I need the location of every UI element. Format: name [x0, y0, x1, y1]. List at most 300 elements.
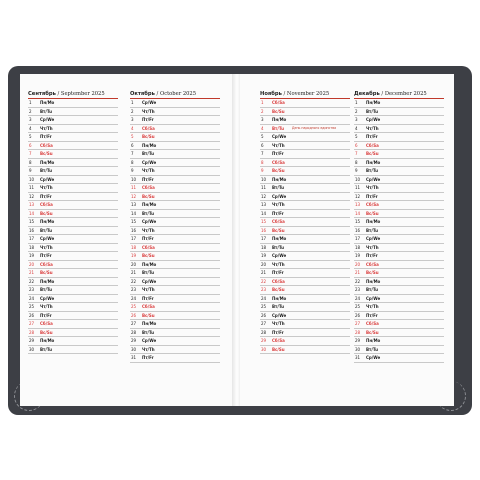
weekday-label: Пн/Mo — [272, 176, 287, 182]
weekday-label: Вс/Su — [40, 210, 53, 216]
day-row — [260, 312, 350, 321]
day-row — [130, 150, 220, 159]
weekday-label: Пт/Fr — [142, 355, 154, 361]
day-number: 1 — [131, 100, 134, 106]
weekday-label: Вс/Su — [142, 134, 155, 140]
day-row — [130, 227, 220, 236]
day-number: 21 — [131, 270, 137, 276]
day-row — [130, 278, 220, 287]
day-row — [260, 133, 350, 142]
day-number: 6 — [131, 142, 134, 148]
day-row — [354, 346, 444, 355]
weekday-label: Вт/Tu — [40, 108, 52, 114]
weekday-label: Вс/Su — [272, 227, 285, 233]
day-number: 4 — [29, 125, 32, 131]
day-number: 22 — [355, 278, 361, 284]
day-row — [28, 295, 118, 304]
day-row — [354, 159, 444, 168]
day-number: 1 — [355, 100, 358, 106]
day-row — [130, 108, 220, 117]
day-row — [28, 125, 118, 134]
day-row — [260, 210, 350, 219]
day-row — [354, 329, 444, 338]
day-row — [28, 235, 118, 244]
day-number: 23 — [355, 287, 361, 293]
day-number: 11 — [261, 185, 267, 191]
day-number: 20 — [131, 261, 137, 267]
day-row — [354, 210, 444, 219]
day-number: 19 — [131, 253, 137, 259]
day-number: 29 — [29, 338, 35, 344]
day-row — [130, 116, 220, 125]
day-row — [130, 159, 220, 168]
day-row — [28, 252, 118, 261]
day-row — [354, 295, 444, 304]
day-number: 4 — [355, 125, 358, 131]
day-number: 23 — [131, 287, 137, 293]
weekday-label: Чт/Th — [272, 202, 285, 208]
weekday-label: Вс/Su — [40, 151, 53, 157]
weekday-label: Вт/Tu — [272, 125, 284, 131]
day-row — [28, 150, 118, 159]
day-number: 2 — [29, 108, 32, 114]
weekday-label: Пт/Fr — [272, 210, 284, 216]
day-row — [260, 329, 350, 338]
day-row — [130, 312, 220, 321]
day-number: 18 — [131, 244, 137, 250]
weekday-label: Чт/Th — [142, 346, 155, 352]
day-number: 9 — [29, 168, 32, 174]
weekday-label: Вс/Su — [272, 287, 285, 293]
day-row — [130, 133, 220, 142]
day-row — [28, 193, 118, 202]
day-number: 7 — [261, 151, 264, 157]
day-row — [130, 346, 220, 355]
weekday-label: Вс/Su — [142, 193, 155, 199]
weekday-label: Ср/We — [366, 176, 381, 182]
day-number: 19 — [29, 253, 35, 259]
day-row — [28, 108, 118, 117]
day-number: 18 — [29, 244, 35, 250]
day-row — [28, 218, 118, 227]
day-number: 10 — [29, 176, 35, 182]
weekday-label: Чт/Th — [142, 227, 155, 233]
day-row — [28, 184, 118, 193]
day-row — [354, 235, 444, 244]
day-row — [260, 193, 350, 202]
day-number: 29 — [261, 338, 267, 344]
weekday-label: Пт/Fr — [40, 134, 52, 140]
weekday-label: Сб/Sa — [366, 142, 379, 148]
weekday-label: Пн/Mo — [40, 338, 55, 344]
day-number: 20 — [29, 261, 35, 267]
day-number: 4 — [261, 125, 264, 131]
day-number: 2 — [261, 108, 264, 114]
month-december — [354, 91, 444, 363]
day-row — [28, 210, 118, 219]
weekday-label: Ср/We — [40, 295, 55, 301]
day-row — [260, 150, 350, 159]
day-number: 21 — [261, 270, 267, 276]
day-row — [260, 320, 350, 329]
day-number: 5 — [261, 134, 264, 140]
month-title: Ноябрь / November 2025 — [260, 91, 350, 99]
weekday-label: Пн/Mo — [40, 159, 55, 165]
weekday-label: Пт/Fr — [40, 253, 52, 259]
day-number: 16 — [261, 227, 267, 233]
day-number: 21 — [29, 270, 35, 276]
weekday-label: Ср/We — [272, 253, 287, 259]
weekday-label: Ср/We — [272, 312, 287, 318]
day-number: 7 — [29, 151, 32, 157]
day-number: 26 — [131, 312, 137, 318]
day-row — [130, 142, 220, 151]
weekday-label: Сб/Sa — [272, 278, 285, 284]
weekday-label: Пн/Mo — [366, 159, 381, 165]
day-number: 14 — [131, 210, 137, 216]
day-row — [28, 303, 118, 312]
month-title: Октябрь / October 2025 — [130, 91, 220, 99]
day-number: 15 — [355, 219, 361, 225]
day-number: 10 — [131, 176, 137, 182]
day-row — [260, 167, 350, 176]
day-row — [260, 295, 350, 304]
weekday-label: Сб/Sa — [366, 202, 379, 208]
day-row — [260, 269, 350, 278]
day-row — [354, 269, 444, 278]
weekday-label: Пн/Mo — [40, 100, 55, 106]
weekday-label: Чт/Th — [366, 185, 379, 191]
day-row — [260, 184, 350, 193]
day-number: 24 — [261, 295, 267, 301]
day-number: 1 — [29, 100, 32, 106]
weekday-label: Пн/Mo — [366, 338, 381, 344]
weekday-label: Сб/Sa — [142, 244, 155, 250]
day-number: 12 — [261, 193, 267, 199]
month-title: Сентябрь / September 2025 — [28, 91, 118, 99]
day-row — [354, 337, 444, 346]
day-number: 13 — [261, 202, 267, 208]
day-row — [260, 337, 350, 346]
day-row — [260, 142, 350, 151]
weekday-label: Пн/Mo — [142, 142, 157, 148]
weekday-label: Сб/Sa — [272, 219, 285, 225]
day-row — [354, 244, 444, 253]
weekday-label: Ср/We — [142, 278, 157, 284]
day-number: 21 — [355, 270, 361, 276]
weekday-label: Сб/Sa — [142, 125, 155, 131]
weekday-label: Чт/Th — [366, 125, 379, 131]
day-row — [354, 108, 444, 117]
day-number: 28 — [261, 329, 267, 335]
weekday-label: Вт/Tu — [366, 168, 378, 174]
day-row — [28, 269, 118, 278]
day-number: 28 — [355, 329, 361, 335]
day-row — [260, 218, 350, 227]
day-number: 14 — [355, 210, 361, 216]
day-number: 3 — [29, 117, 32, 123]
day-number: 8 — [29, 159, 32, 165]
day-row — [260, 261, 350, 270]
day-number: 22 — [261, 278, 267, 284]
day-number: 27 — [29, 321, 35, 327]
day-number: 8 — [261, 159, 264, 165]
day-row — [354, 261, 444, 270]
day-number: 23 — [261, 287, 267, 293]
day-row — [28, 99, 118, 108]
weekday-label: Вт/Tu — [40, 287, 52, 293]
day-number: 31 — [131, 355, 137, 361]
weekday-label: Сб/Sa — [40, 321, 53, 327]
day-number: 12 — [355, 193, 361, 199]
weekday-label: Сб/Sa — [40, 142, 53, 148]
weekday-label: Вт/Tu — [272, 185, 284, 191]
weekday-label: Чт/Th — [366, 244, 379, 250]
weekday-label: Чт/Th — [366, 304, 379, 310]
day-number: 11 — [355, 185, 361, 191]
weekday-label: Сб/Sa — [272, 100, 285, 106]
weekday-label: Вс/Su — [366, 329, 379, 335]
day-row — [28, 346, 118, 355]
weekday-label: Чт/Th — [142, 168, 155, 174]
weekday-label: Ср/We — [366, 295, 381, 301]
weekday-label: Чт/Th — [40, 304, 53, 310]
day-number: 13 — [131, 202, 137, 208]
day-row — [130, 295, 220, 304]
day-row — [354, 303, 444, 312]
day-row — [354, 201, 444, 210]
weekday-label: Чт/Th — [272, 142, 285, 148]
weekday-label: Вт/Tu — [272, 304, 284, 310]
day-row — [28, 159, 118, 168]
day-row — [130, 354, 220, 363]
day-number: 18 — [261, 244, 267, 250]
month-november — [260, 91, 350, 354]
day-number: 24 — [29, 295, 35, 301]
day-row — [28, 320, 118, 329]
day-number: 8 — [131, 159, 134, 165]
day-row — [260, 235, 350, 244]
weekday-label: Вт/Tu — [40, 227, 52, 233]
weekday-label: Чт/Th — [142, 108, 155, 114]
day-number: 12 — [131, 193, 137, 199]
day-row — [130, 218, 220, 227]
day-row — [28, 167, 118, 176]
weekday-label: Вс/Su — [366, 210, 379, 216]
day-number: 17 — [261, 236, 267, 242]
day-row — [260, 99, 350, 108]
day-number: 25 — [355, 304, 361, 310]
day-number: 4 — [131, 125, 134, 131]
day-number: 30 — [355, 346, 361, 352]
weekday-label: Сб/Sa — [272, 159, 285, 165]
day-row — [354, 167, 444, 176]
weekday-label: Чт/Th — [272, 261, 285, 267]
weekday-label: Ср/We — [40, 176, 55, 182]
weekday-label: Вс/Su — [40, 329, 53, 335]
day-number: 14 — [261, 210, 267, 216]
day-number: 11 — [131, 185, 137, 191]
day-row — [354, 252, 444, 261]
day-number: 26 — [261, 312, 267, 318]
weekday-label: Пт/Fr — [366, 253, 378, 259]
day-row — [130, 329, 220, 338]
weekday-label: Вс/Su — [272, 346, 285, 352]
weekday-label: Ср/We — [40, 236, 55, 242]
day-number: 30 — [261, 346, 267, 352]
day-number: 16 — [355, 227, 361, 233]
day-row — [354, 354, 444, 363]
day-row — [130, 167, 220, 176]
weekday-label: Пт/Fr — [272, 329, 284, 335]
day-row — [28, 244, 118, 253]
day-number: 5 — [355, 134, 358, 140]
day-number: 22 — [29, 278, 35, 284]
day-row — [28, 261, 118, 270]
day-number: 14 — [29, 210, 35, 216]
day-row — [28, 116, 118, 125]
weekday-label: Пт/Fr — [142, 295, 154, 301]
weekday-label: Пт/Fr — [142, 236, 154, 242]
day-row — [354, 286, 444, 295]
weekday-label: Ср/We — [142, 159, 157, 165]
day-row — [28, 176, 118, 185]
day-number: 6 — [261, 142, 264, 148]
day-row — [130, 184, 220, 193]
weekday-label: Сб/Sa — [142, 304, 155, 310]
day-row — [130, 244, 220, 253]
day-row — [28, 227, 118, 236]
day-row — [354, 184, 444, 193]
weekday-label: Вт/Tu — [366, 227, 378, 233]
day-row — [260, 116, 350, 125]
day-row — [130, 261, 220, 270]
day-row — [28, 201, 118, 210]
day-row — [130, 269, 220, 278]
day-number: 24 — [355, 295, 361, 301]
weekday-label: Вт/Tu — [366, 346, 378, 352]
day-row — [28, 337, 118, 346]
month-september — [28, 91, 118, 354]
day-row — [28, 133, 118, 142]
day-row — [260, 303, 350, 312]
day-row — [260, 201, 350, 210]
day-row — [354, 125, 444, 134]
month-october — [130, 91, 220, 363]
day-row — [28, 142, 118, 151]
day-row — [130, 125, 220, 134]
weekday-label: Вт/Tu — [40, 168, 52, 174]
day-row — [354, 99, 444, 108]
weekday-label: Ср/We — [272, 134, 287, 140]
weekday-label: Сб/Sa — [366, 321, 379, 327]
weekday-label: Сб/Sa — [142, 185, 155, 191]
day-number: 10 — [261, 176, 267, 182]
weekday-label: Пн/Mo — [40, 278, 55, 284]
day-row — [260, 278, 350, 287]
day-row — [130, 252, 220, 261]
weekday-label: Пн/Mo — [142, 202, 157, 208]
weekday-label: Вт/Tu — [142, 210, 154, 216]
day-row — [354, 312, 444, 321]
weekday-label: Пт/Fr — [40, 312, 52, 318]
weekday-label: Вт/Tu — [142, 270, 154, 276]
weekday-label: Пт/Fr — [142, 117, 154, 123]
day-row — [28, 329, 118, 338]
day-row — [130, 193, 220, 202]
day-row — [130, 210, 220, 219]
day-row — [260, 108, 350, 117]
weekday-label: Вт/Tu — [142, 151, 154, 157]
day-number: 6 — [29, 142, 32, 148]
day-number: 5 — [29, 134, 32, 140]
day-row — [130, 99, 220, 108]
weekday-label: Пт/Fr — [366, 312, 378, 318]
weekday-label: Пн/Mo — [272, 295, 287, 301]
weekday-label: Пт/Fr — [40, 193, 52, 199]
day-row — [130, 303, 220, 312]
weekday-label: Пн/Mo — [272, 117, 287, 123]
day-row — [130, 235, 220, 244]
day-number: 20 — [261, 261, 267, 267]
weekday-label: Вт/Tu — [366, 108, 378, 114]
weekday-label: Ср/We — [40, 117, 55, 123]
day-row — [354, 142, 444, 151]
day-number: 2 — [131, 108, 134, 114]
day-row — [354, 278, 444, 287]
day-number: 11 — [29, 185, 35, 191]
day-row — [260, 227, 350, 236]
day-row — [260, 244, 350, 253]
day-row — [260, 252, 350, 261]
day-number: 3 — [261, 117, 264, 123]
weekday-label: Пт/Fr — [366, 193, 378, 199]
weekday-label: Чт/Th — [142, 287, 155, 293]
weekday-label: Пн/Mo — [366, 219, 381, 225]
day-row — [130, 201, 220, 210]
day-number: 27 — [131, 321, 137, 327]
weekday-label: Чт/Th — [40, 244, 53, 250]
weekday-label: Пт/Fr — [142, 176, 154, 182]
weekday-label: Сб/Sa — [366, 261, 379, 267]
day-number: 25 — [29, 304, 35, 310]
left-page — [20, 74, 234, 406]
day-number: 20 — [355, 261, 361, 267]
weekday-label: Пн/Mo — [142, 261, 157, 267]
day-row — [354, 227, 444, 236]
day-row — [28, 312, 118, 321]
day-number: 15 — [261, 219, 267, 225]
day-row — [354, 116, 444, 125]
day-row — [260, 286, 350, 295]
day-row — [28, 286, 118, 295]
weekday-label: Ср/We — [142, 100, 157, 106]
weekday-label: Вс/Su — [366, 270, 379, 276]
day-number: 1 — [261, 100, 264, 106]
day-row — [260, 159, 350, 168]
day-number: 7 — [355, 151, 358, 157]
weekday-label: Вс/Su — [272, 168, 285, 174]
day-number: 8 — [355, 159, 358, 165]
day-row — [130, 320, 220, 329]
weekday-label: Вс/Su — [142, 253, 155, 259]
day-number: 17 — [29, 236, 35, 242]
weekday-label: Вс/Su — [272, 108, 285, 114]
day-number: 27 — [261, 321, 267, 327]
day-number: 30 — [131, 346, 137, 352]
day-number: 17 — [355, 236, 361, 242]
day-number: 25 — [131, 304, 137, 310]
